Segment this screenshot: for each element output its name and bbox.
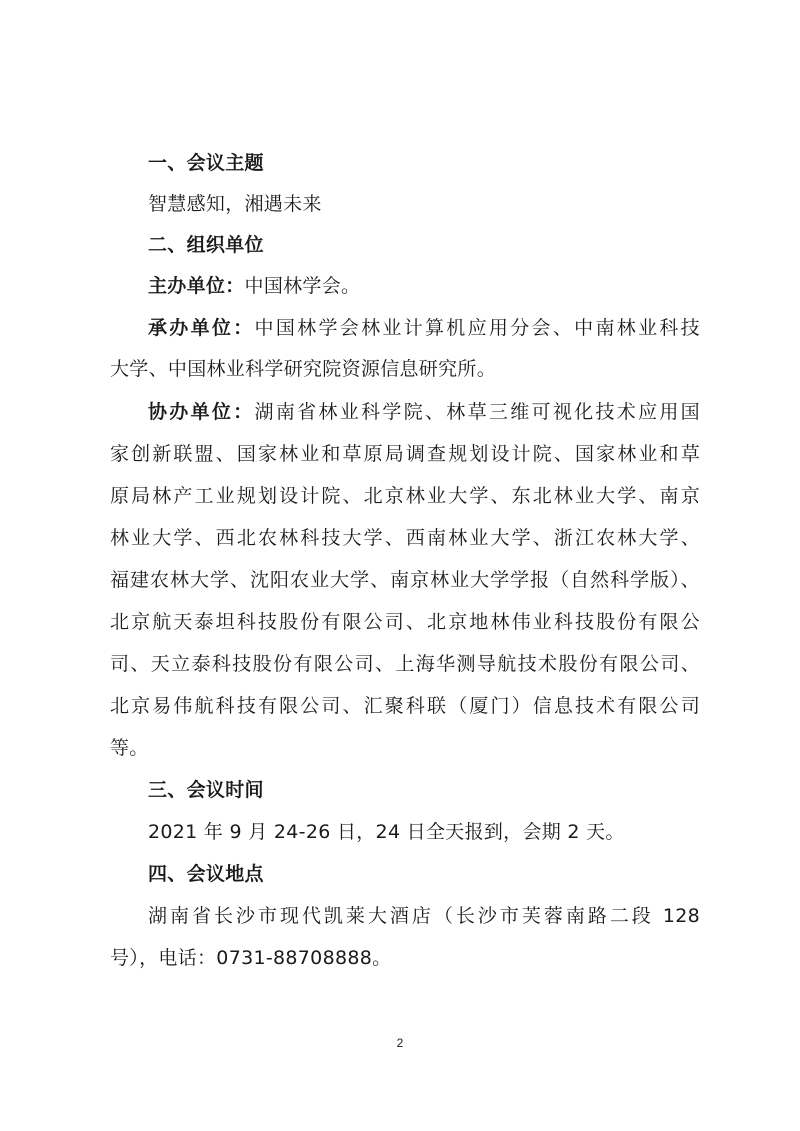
time-text: 2021 年 9 月 24-26 日，24 日全天报到，会期 2 天。 — [148, 821, 625, 843]
section-heading-organizers: 二、组织单位 — [148, 234, 264, 256]
organizer-line-1 — [148, 314, 700, 343]
organizer-line-2: 大学、中国林业科学研究院资源信息研究所。 — [110, 358, 497, 380]
venue-line-2: 号），电话：0731-88708888。 — [110, 947, 392, 969]
co-organizer-line-4: 林业大学、西北农林科技大学、西南林业大学、浙江农林大学、 — [110, 527, 700, 549]
co-organizer-line-3: 原局林产工业规划设计院、北京林业大学、东北林业大学、南京 — [110, 485, 700, 507]
co-organizer-line-5: 福建农林大学、沈阳农业大学、南京林业大学学报（自然科学版）、 — [110, 569, 700, 591]
theme-text: 智慧感知，湘遇未来 — [148, 193, 322, 215]
section-heading-theme: 一、会议主题 — [148, 152, 264, 174]
organizer-label: 承办单位： — [148, 317, 255, 339]
co-organizer-line-8: 北京易伟航科技有限公司、汇聚科联（厦门）信息技术有限公司 — [110, 695, 700, 717]
organizer-text-1: 中国林学会林业计算机应用分会、中南林业科技 — [254, 317, 700, 339]
co-organizer-text-1: 湖南省林业科学院、林草三维可视化技术应用国 — [254, 401, 700, 423]
co-organizer-line-7: 司、天立泰科技股份有限公司、上海华测导航技术股份有限公司、 — [110, 653, 700, 675]
host-label: 主办单位： — [148, 275, 245, 297]
page-number: 2 — [396, 1036, 404, 1050]
host-paragraph — [148, 272, 700, 301]
co-organizer-line-6: 北京航天泰坦科技股份有限公司、北京地林伟业科技股份有限公 — [110, 611, 700, 633]
co-organizer-line-1 — [148, 398, 700, 427]
section-heading-time: 三、会议时间 — [148, 779, 264, 801]
section-heading-venue: 四、会议地点 — [148, 863, 264, 885]
host-text: 中国林学会。 — [244, 275, 361, 297]
co-organizer-label: 协办单位： — [148, 401, 255, 423]
co-organizer-line-2: 家创新联盟、国家林业和草原局调查规划设计院、国家林业和草 — [110, 443, 700, 465]
venue-line-1: 湖南省长沙市现代凯莱大酒店（长沙市芙蓉南路二段 128 — [148, 905, 700, 927]
co-organizer-line-9: 等。 — [110, 737, 149, 759]
